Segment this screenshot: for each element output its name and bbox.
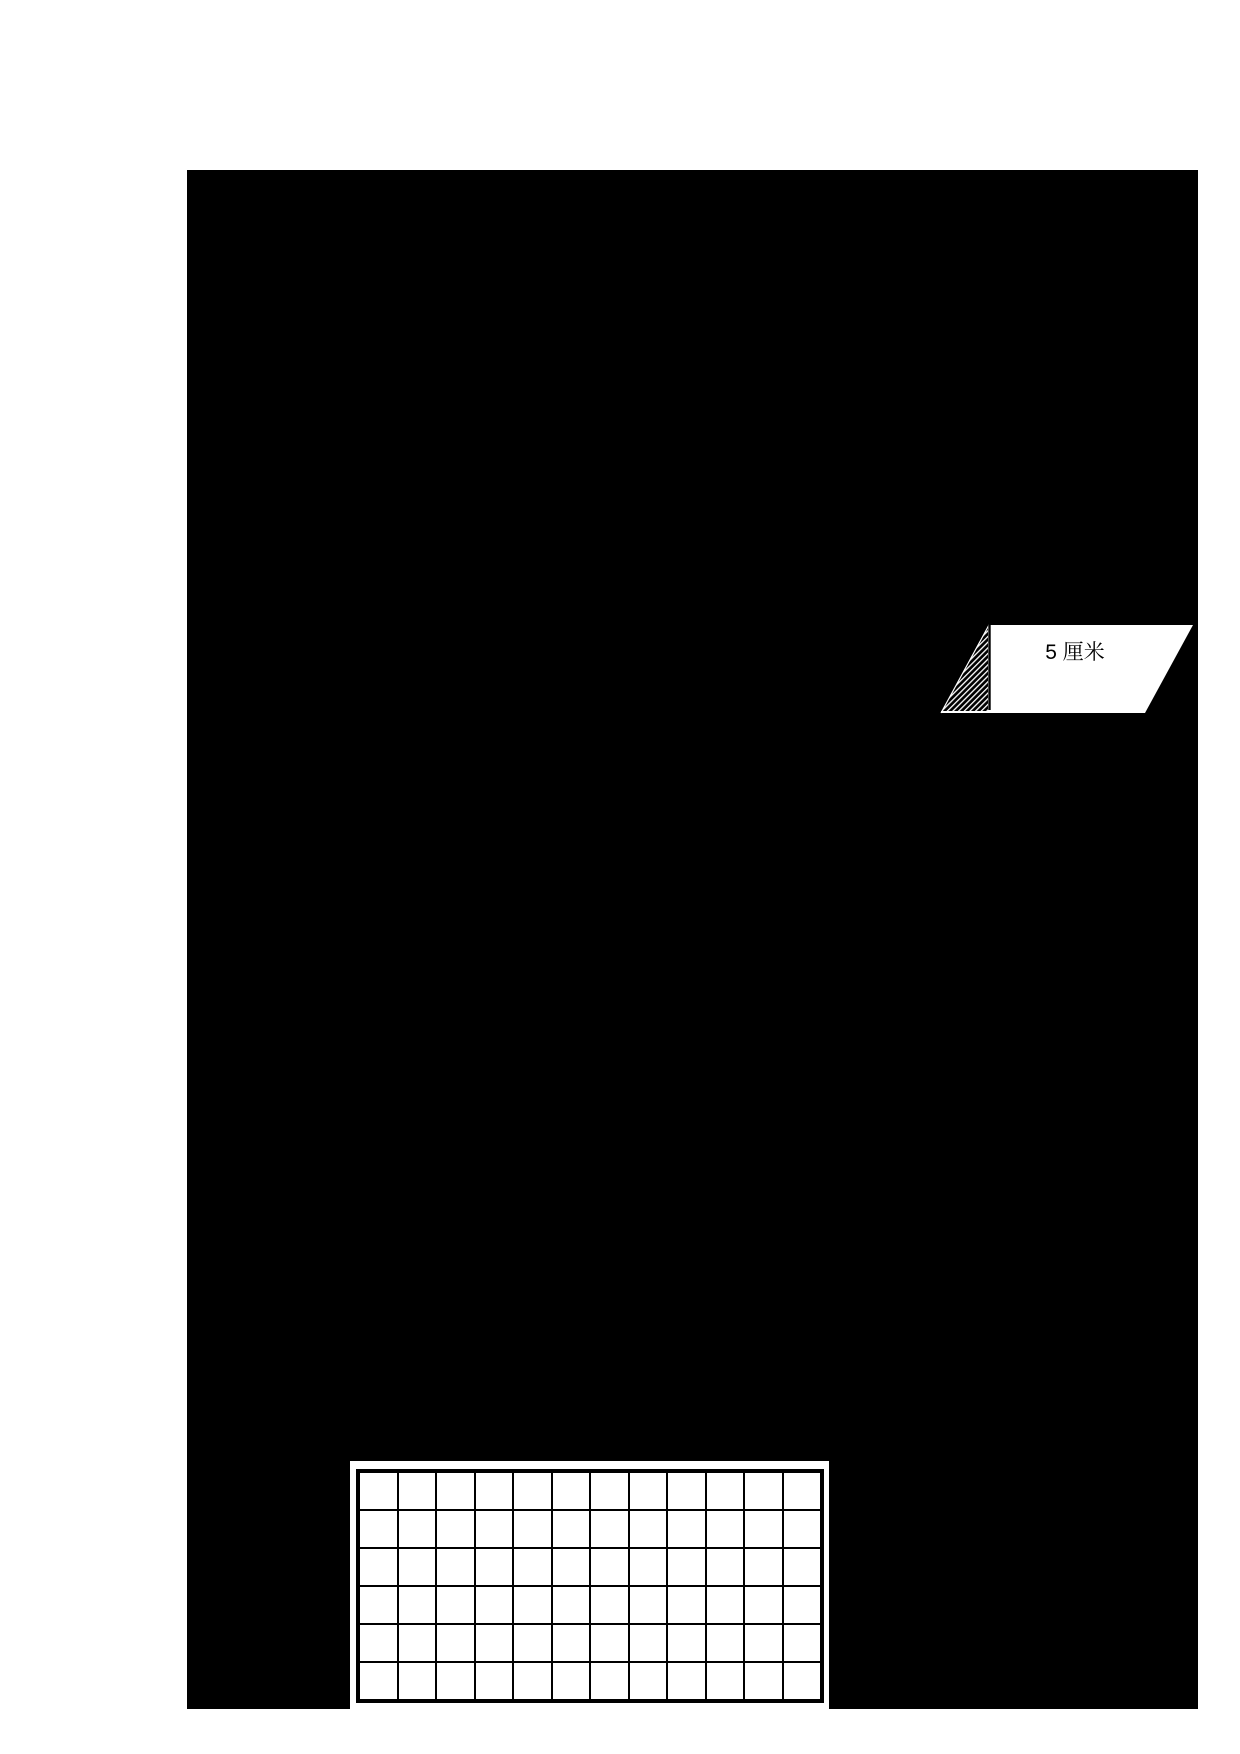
grid-cell <box>437 1473 474 1509</box>
grid-cell <box>437 1625 474 1661</box>
grid-cell <box>399 1625 436 1661</box>
grid-cell <box>745 1549 782 1585</box>
grid-cell <box>707 1663 744 1699</box>
grid-cell <box>630 1587 667 1623</box>
grid-cell <box>553 1549 590 1585</box>
grid-cell <box>630 1625 667 1661</box>
grid-cell <box>591 1625 628 1661</box>
grid-cell <box>630 1511 667 1547</box>
grid-cell <box>784 1511 821 1547</box>
grid-cell <box>784 1473 821 1509</box>
grid-cell <box>476 1663 513 1699</box>
grid-cell <box>553 1587 590 1623</box>
grid-cell <box>437 1511 474 1547</box>
grid-cell <box>514 1511 551 1547</box>
grid-cell <box>745 1473 782 1509</box>
grid-cell <box>591 1587 628 1623</box>
grid-cell <box>514 1587 551 1623</box>
grid-cell <box>784 1663 821 1699</box>
grid-cell <box>668 1549 705 1585</box>
grid-cell <box>399 1549 436 1585</box>
figure-dimension-label: 5 厘米 <box>1045 641 1105 664</box>
grid-cell <box>630 1549 667 1585</box>
grid-cell <box>707 1625 744 1661</box>
grid-cell <box>514 1549 551 1585</box>
grid-cell <box>784 1587 821 1623</box>
grid-cell <box>360 1587 397 1623</box>
grid-cell <box>668 1587 705 1623</box>
grid-cell <box>360 1549 397 1585</box>
grid-cell <box>553 1663 590 1699</box>
grid-cell <box>437 1549 474 1585</box>
grid-cell <box>399 1587 436 1623</box>
grid-cell <box>553 1473 590 1509</box>
grid-cell <box>553 1511 590 1547</box>
grid-cell <box>630 1663 667 1699</box>
grid-cell <box>399 1473 436 1509</box>
grid-cell <box>745 1587 782 1623</box>
grid-cell <box>399 1663 436 1699</box>
grid-cell <box>514 1625 551 1661</box>
grid-cell <box>514 1473 551 1509</box>
grid-cell <box>745 1511 782 1547</box>
grid-cell <box>668 1625 705 1661</box>
grid-cell <box>437 1663 474 1699</box>
grid-cell <box>591 1663 628 1699</box>
grid-cell <box>360 1511 397 1547</box>
grid-cell <box>399 1511 436 1547</box>
grid-cell <box>784 1625 821 1661</box>
grid-cell <box>707 1549 744 1585</box>
grid-cell <box>591 1549 628 1585</box>
grid-cell <box>360 1473 397 1509</box>
grid-cell <box>437 1587 474 1623</box>
grid-cell <box>745 1625 782 1661</box>
grid-cell <box>553 1625 590 1661</box>
grid-cell <box>668 1663 705 1699</box>
grid-cell <box>476 1587 513 1623</box>
grid-cell <box>668 1473 705 1509</box>
grid-cell <box>707 1511 744 1547</box>
grid-cell <box>476 1511 513 1547</box>
grid-cell <box>476 1473 513 1509</box>
answer-grid-box <box>350 1461 829 1712</box>
grid-cell <box>591 1511 628 1547</box>
grid-cell <box>668 1511 705 1547</box>
grid-cell <box>745 1663 782 1699</box>
grid-cell <box>360 1663 397 1699</box>
answer-grid <box>356 1469 824 1703</box>
grid-cell <box>591 1473 628 1509</box>
grid-cell <box>476 1625 513 1661</box>
grid-cell <box>707 1473 744 1509</box>
grid-cell <box>360 1625 397 1661</box>
grid-cell <box>784 1549 821 1585</box>
grid-cell <box>630 1473 667 1509</box>
grid-cell <box>476 1549 513 1585</box>
parallelogram-figure <box>930 618 1202 720</box>
grid-cell <box>514 1663 551 1699</box>
grid-cell <box>707 1587 744 1623</box>
